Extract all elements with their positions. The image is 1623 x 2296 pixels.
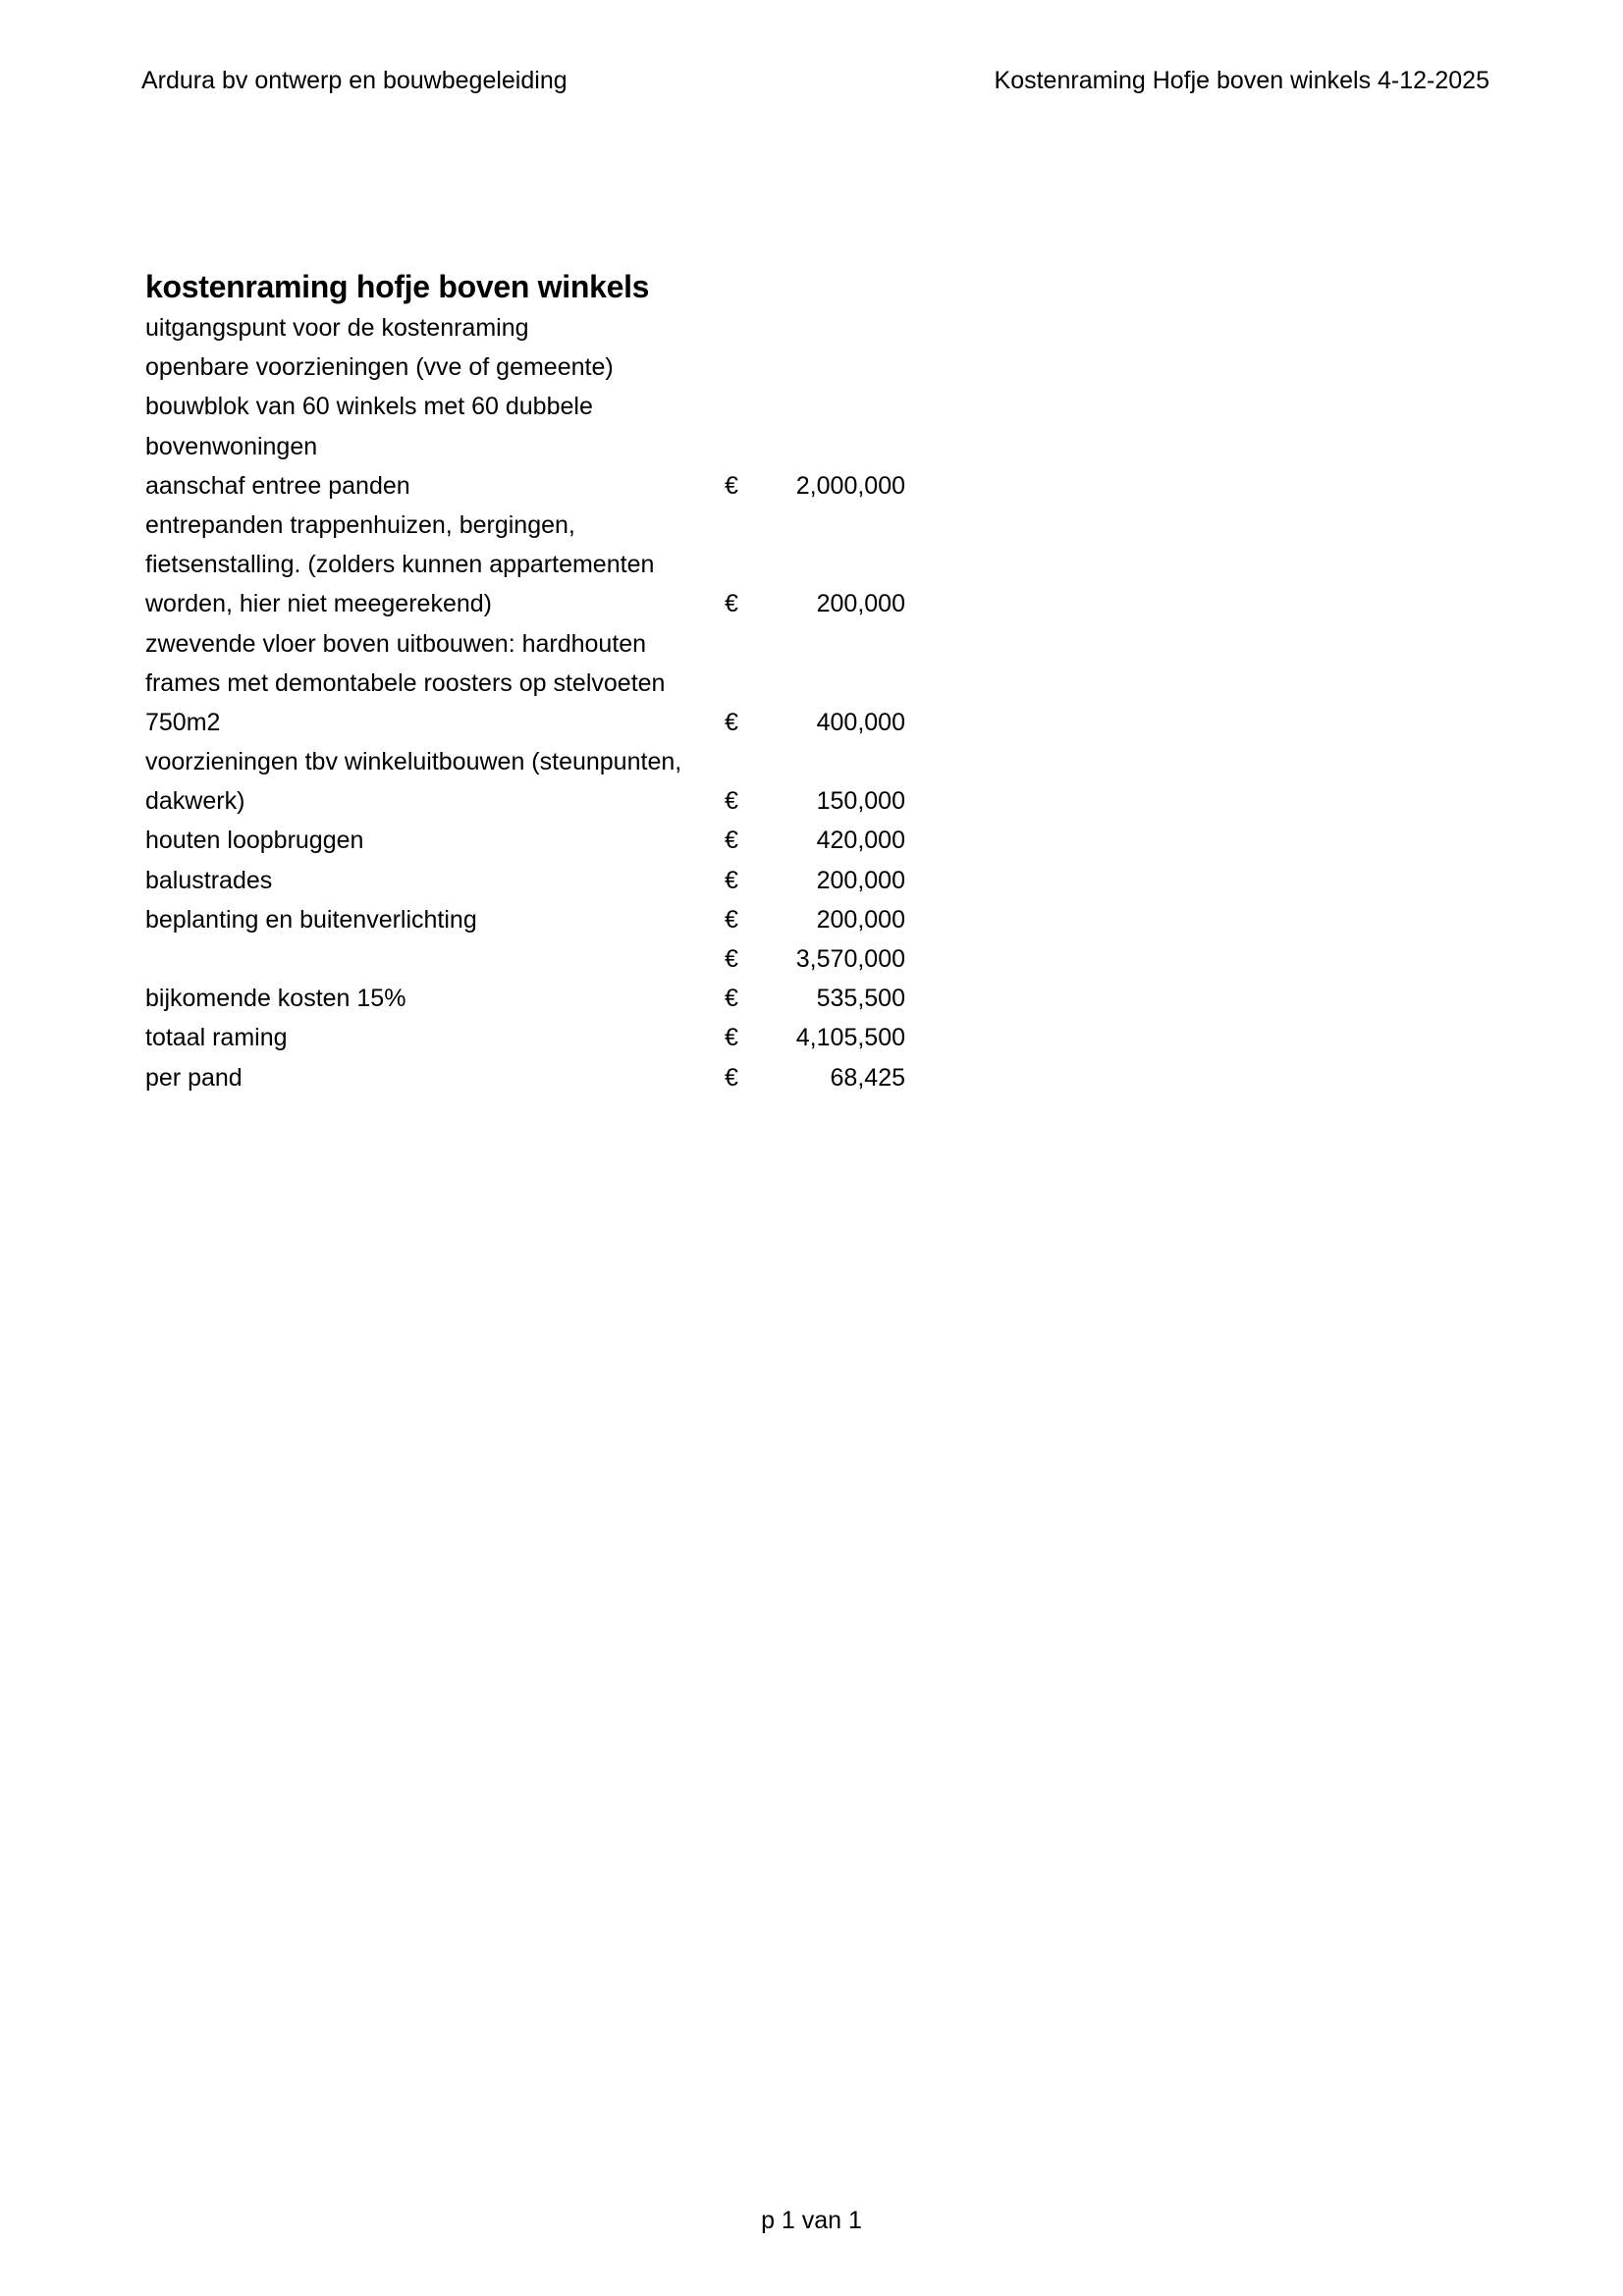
currency-symbol: € <box>725 708 738 736</box>
table-row <box>145 427 931 466</box>
currency-symbol: € <box>725 985 738 1013</box>
row-label: houten loopbruggen <box>145 827 364 855</box>
row-label: uitgangspunt voor de kostenraming <box>145 314 529 342</box>
row-label: worden, hier niet meegerekend) <box>145 590 492 618</box>
table-row <box>145 781 931 821</box>
row-label: bouwblok van 60 winkels met 60 dubbele <box>145 393 593 421</box>
table-row <box>145 1018 931 1057</box>
row-label: 750m2 <box>145 708 221 736</box>
row-amount: 2,000,000 <box>795 471 905 500</box>
row-label: openbare voorzieningen (vve of gemeente) <box>145 353 614 382</box>
row-label: frames met demontabele roosters op stelvoeten <box>145 668 666 697</box>
currency-symbol: € <box>725 590 738 618</box>
table-row <box>145 308 931 347</box>
table-row <box>145 624 931 664</box>
table-row <box>145 861 931 900</box>
row-label: fietsenstalling. (zolders kunnen appartementen <box>145 551 655 579</box>
row-label: per pand <box>145 1063 243 1092</box>
page-number: p 1 van 1 <box>761 2207 862 2234</box>
row-amount: 200,000 <box>816 905 905 934</box>
cost-rows <box>145 308 931 1097</box>
table-row <box>145 466 931 506</box>
row-label: zwevende vloer boven uitbouwen: hardhouten <box>145 629 647 658</box>
table-row <box>145 506 931 545</box>
cost-estimate-table <box>145 265 931 1097</box>
table-row <box>145 664 931 703</box>
row-amount: 150,000 <box>816 787 905 816</box>
currency-symbol: € <box>725 787 738 816</box>
table-row <box>145 900 931 939</box>
currency-symbol: € <box>725 945 738 973</box>
row-label: dakwerk) <box>145 787 245 816</box>
page-title: kostenraming hofje boven winkels <box>145 269 650 304</box>
row-amount: 400,000 <box>816 708 905 736</box>
table-row <box>145 545 931 584</box>
row-label: entrepanden trappenhuizen, bergingen, <box>145 510 575 539</box>
table-row <box>145 742 931 781</box>
row-amount: 68,425 <box>830 1063 905 1092</box>
row-label: bovenwoningen <box>145 432 318 460</box>
table-row <box>145 979 931 1018</box>
row-amount: 535,500 <box>816 985 905 1013</box>
header-company: Ardura bv ontwerp en bouwbegeleiding <box>141 67 568 94</box>
table-row <box>145 939 931 979</box>
currency-symbol: € <box>725 827 738 855</box>
row-amount: 4,105,500 <box>795 1024 905 1052</box>
row-label: balustrades <box>145 866 273 894</box>
currency-symbol: € <box>725 1063 738 1092</box>
row-amount: 200,000 <box>816 866 905 894</box>
row-amount: 420,000 <box>816 827 905 855</box>
row-label: beplanting en buitenverlichting <box>145 905 477 934</box>
table-row <box>145 821 931 860</box>
table-row <box>145 703 931 742</box>
row-amount: 3,570,000 <box>795 945 905 973</box>
header-document-title: Kostenraming Hofje boven winkels 4-12-2025 <box>994 67 1489 94</box>
table-row <box>145 387 931 426</box>
row-label: aanschaf entree panden <box>145 471 410 500</box>
currency-symbol: € <box>725 471 738 500</box>
table-row <box>145 584 931 623</box>
currency-symbol: € <box>725 866 738 894</box>
row-label: bijkomende kosten 15% <box>145 985 406 1013</box>
row-amount: 200,000 <box>816 590 905 618</box>
table-row <box>145 1058 931 1097</box>
currency-symbol: € <box>725 1024 738 1052</box>
table-row <box>145 347 931 387</box>
row-label: totaal raming <box>145 1024 288 1052</box>
row-label: voorzieningen tbv winkeluitbouwen (steunpunten, <box>145 748 682 776</box>
currency-symbol: € <box>725 905 738 934</box>
